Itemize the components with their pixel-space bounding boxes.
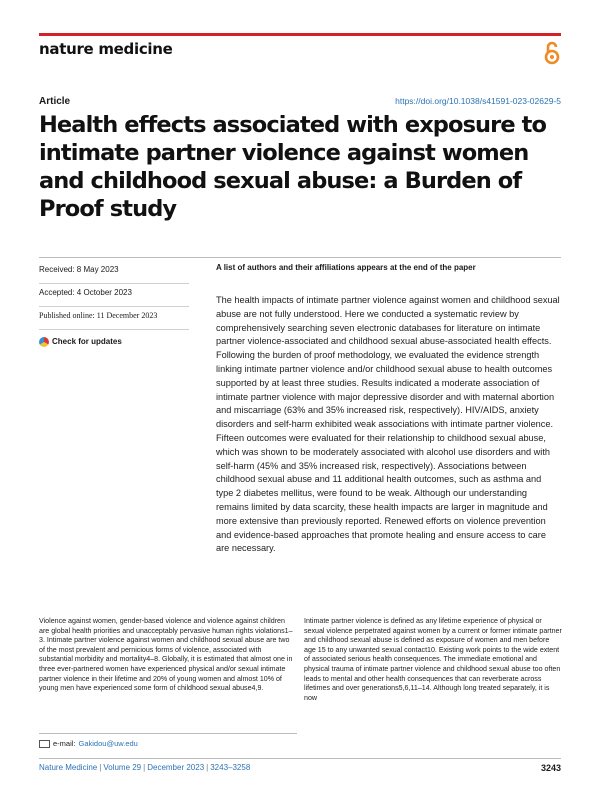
abstract: The health impacts of intimate partner violence against women and childhood sexual abuse are not fully understood. Here we conducted a systematic review by comprehensively searching seven electronic databases for literature on intimate partner violence-associated and childhood sexual abuse-associated health effects. Following the burden of proof methodology, we evaluated the evidence strength linking intimate partner violence and/or childhood sexual abuse to health outcomes supported by at least three studies. Results indicated a moderate association of intimate partner violence with major depressive disorder and with maternal abortion and miscarriage (63% and 35% increased risk, respectively). HIV/AIDS, anxiety disorders and self-harm exhibited weak associations with intimate partner violence. Fifteen outcomes were evaluated for their relationship to childhood sexual abuse, which was shown to be moderately associated with alcohol use disorders and with self-harm (45% and 35% increased risk, respectively). Associations between childhood sexual abuse and 11 additional health outcomes, such as asthma and type 2 diabetes mellitus, were found to be weak. Although our understanding remains limited by data scarcity, these health impacts are larger in magnitude and more extensive than previously reported. Renewed efforts on violence prevention and evidence-based approaches that promote healing and ensure access to care are necessary. <box>216 295 560 554</box>
body-column-right: Intimate partner violence is defined as any lifetime experience of physical or sexual violence perpetrated against women by a current or former intimate partner and childhood sexual abuse is defined as exposure of women and men before age 15 to any unwanted sexual contact10. Existing work points to the wide extent of associated serious health consequences. The immediate emotional and physical trauma of intimate partner violence and childhood sexual abuse too often leads to mental and other health consequences that can reverberate across lifetimes and over generations5,6,11–14. Although long treated separately, it is now <box>304 617 562 702</box>
title-divider <box>39 257 561 258</box>
check-for-updates-button[interactable] <box>39 332 189 352</box>
header-accent-rule <box>39 33 561 36</box>
check-for-updates-label: Check for updates <box>52 337 122 346</box>
crossmark-icon <box>39 337 49 347</box>
page-number: 3243 <box>540 763 561 773</box>
footer-rule <box>39 758 561 759</box>
footer-volume: Volume 29 <box>103 763 142 772</box>
article-type-label: Article <box>39 96 71 107</box>
doi-link[interactable]: https://doi.org/10.1038/s41591-023-02629-5 <box>395 96 561 106</box>
email-address-link[interactable]: Gakidou@uw.edu <box>78 739 138 748</box>
envelope-icon <box>39 740 50 748</box>
footer-citation: Nature Medicine | Volume 29 | December 2023 | 3243–3258 <box>39 763 251 772</box>
email-label: e-mail: <box>53 739 76 748</box>
footnote-rule <box>39 733 297 734</box>
footer-pages: 3243–3258 <box>210 763 251 772</box>
published-date: Published online: 11 December 2023 <box>39 309 189 330</box>
article-title: Health effects associated with exposure to intimate partner violence against women and childhood sexual abuse: a Burden of Proof study <box>39 112 547 222</box>
received-date: Received: 8 May 2023 <box>39 263 189 284</box>
accepted-date: Accepted: 4 October 2023 <box>39 286 189 307</box>
footer-date: December 2023 <box>147 763 205 772</box>
publication-dates <box>39 263 189 352</box>
authors-note: A list of authors and their affiliations appears at the end of the paper <box>216 263 476 272</box>
correspondence-email <box>39 739 138 748</box>
journal-name[interactable]: nature medicine <box>39 40 173 58</box>
open-access-icon <box>543 40 561 66</box>
footer-journal-link[interactable]: Nature Medicine <box>39 763 98 772</box>
body-column-left: Violence against women, gender-based violence and violence against children are global health priorities and unacceptably pervasive human rights violations1–3. Intimate partner violence against women and childhood sexual abuse are two of the most prevalent and pernicious forms of violence, associated with substantial morbidity and mortality4–8. Globally, it is estimated that almost one in three ever-partnered women have experienced physical and/or sexual intimate partner violence in their lifetime and 20% of young women and almost 10% of young men have experienced some form of childhood sexual abuse4,9. <box>39 617 293 693</box>
